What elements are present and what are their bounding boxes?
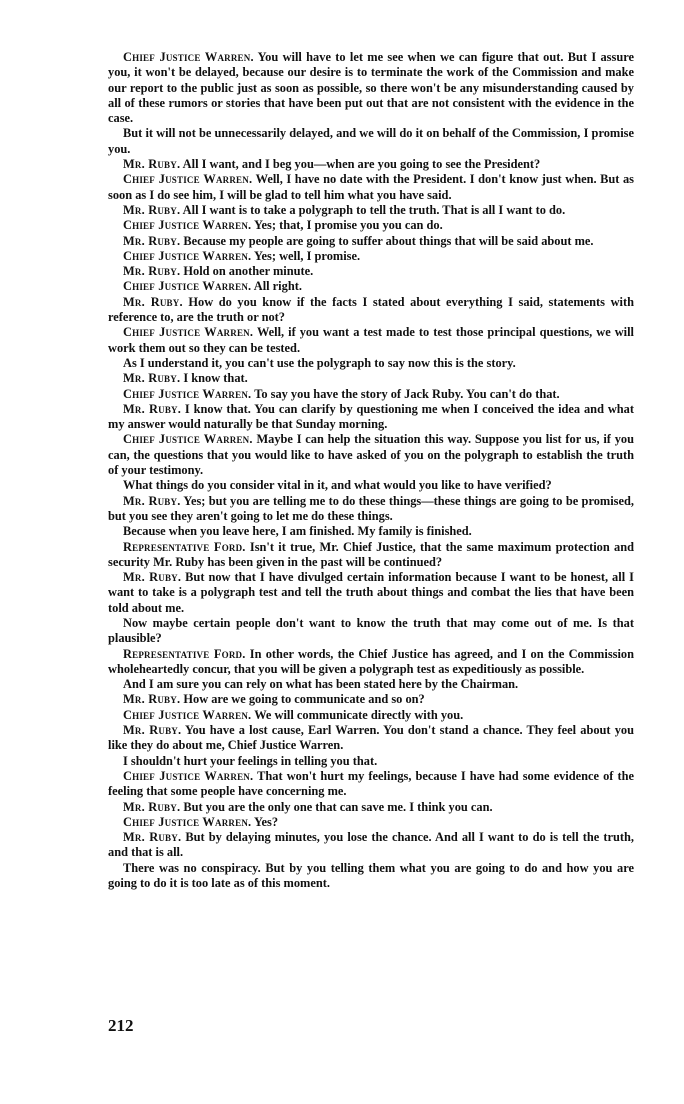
transcript-paragraph <box>108 570 634 616</box>
paragraph-text: Isn't it true, Mr. Chief Justice, that the same maximum protection and security Mr. Ruby has been given in the past will be continued? <box>108 539 634 569</box>
paragraph-text: We will communicate directly with you. <box>254 707 464 722</box>
transcript-paragraph <box>108 677 634 692</box>
transcript-paragraph <box>108 264 634 279</box>
paragraph-text: How do you know if the facts I stated about everything I said, statements with reference to, are the truth or not? <box>108 294 634 325</box>
speaker-name: Mr. Ruby. <box>123 401 182 416</box>
paragraph-text: Maybe I can help the situation this way. Suppose you list for us, if you can, the questions that you would like to have asked of you on the polygraph to establish the truth of your testimony. <box>108 432 634 478</box>
transcript-paragraph <box>108 723 634 754</box>
speaker-name: Mr. Ruby. <box>123 233 181 248</box>
paragraph-text: In other words, the Chief Justice has agreed, and I on the Commission wholeheartedly concur, that you will be given a polygraph test as expeditiously as possible. <box>108 646 634 676</box>
speaker-name: Chief Justice Warren. <box>123 707 252 722</box>
paragraph-text: Yes; that, I promise you you can do. <box>253 218 443 233</box>
speaker-name: Mr. Ruby. <box>123 570 182 585</box>
paragraph-text: That won't hurt my feelings, because I have had some evidence of the feeling that some people have concerning me. <box>108 768 635 799</box>
transcript-paragraph <box>108 432 634 478</box>
speaker-name: Mr. Ruby. <box>123 493 181 508</box>
paragraph-text: Yes? <box>253 814 279 829</box>
speaker-name: Mr. Ruby. <box>123 202 181 217</box>
transcript-paragraph <box>108 830 634 861</box>
paragraph-text: But by delaying minutes, you lose the chance. And all I want to do is tell the truth, and that is all. <box>108 830 634 860</box>
speaker-name: Chief Justice Warren. <box>123 432 253 447</box>
paragraph-text: Well, I have no date with the President. I don't know just when. But as soon as I do see him, I will be glad to tell him what you have said. <box>108 172 635 202</box>
paragraph-text: But now that I have divulged certain information because I want to be honest, all I want to take is a polygraph test and tell the truth about things and combat the lies that have been told about me. <box>108 570 634 615</box>
transcript-paragraph <box>108 861 634 892</box>
speaker-name: Chief Justice Warren. <box>123 218 252 233</box>
transcript-paragraph <box>108 50 634 126</box>
transcript-paragraph <box>108 815 634 830</box>
speaker-name: Chief Justice Warren. <box>123 50 254 64</box>
transcript-paragraph <box>108 325 634 356</box>
transcript-paragraph <box>108 295 634 326</box>
transcript-paragraph <box>108 218 634 233</box>
speaker-name: Mr. Ruby. <box>123 692 181 707</box>
paragraph-text: How are we going to communicate and so on? <box>183 692 425 707</box>
speaker-name: Chief Justice Warren. <box>123 325 254 340</box>
transcript-paragraph <box>108 616 634 647</box>
paragraph-text: To say you have the story of Jack Ruby. You can't do that. <box>254 386 560 401</box>
paragraph-text: But it will not be unnecessarily delayed, and we will do it on behalf of the Commission, I promise you. <box>108 126 634 156</box>
paragraph-text: But you are the only one that can save me. I think you can. <box>183 799 493 814</box>
paragraph-text: What things do you consider vital in it, and what would you like to have verified? <box>123 478 552 493</box>
transcript-paragraph <box>108 478 634 493</box>
transcript-paragraph <box>108 203 634 218</box>
paragraph-text: All I want is to take a polygraph to tell the truth. That is all I want to do. <box>182 202 566 217</box>
speaker-name: Chief Justice Warren. <box>123 386 252 401</box>
paragraph-text: You will have to let me see when we can figure that out. But I assure you, it won't be delayed, because our desire is to terminate the work of the Commission and make our report to the public just as soon as possible, so there won't be any misunderstanding caused by all of these rumors or stories that have been put out that are not consistent with the evidence in the case. <box>108 50 634 126</box>
speaker-name: Representative Ford. <box>123 539 246 554</box>
paragraph-list <box>108 50 634 891</box>
transcript-paragraph <box>108 754 634 769</box>
paragraph-text: All I want, and I beg you—when are you going to see the President? <box>182 157 541 172</box>
speaker-name: Chief Justice Warren. <box>123 814 252 829</box>
paragraph-text: I shouldn't hurt your feelings in telling you that. <box>123 753 378 768</box>
transcript-paragraph <box>108 126 634 157</box>
speaker-name: Mr. Ruby. <box>123 371 181 386</box>
transcript-paragraph <box>108 234 634 249</box>
transcript-paragraph <box>108 402 634 433</box>
paragraph-text: As I understand it, you can't use the polygraph to say now this is the story. <box>123 355 516 370</box>
speaker-name: Representative Ford. <box>123 646 246 661</box>
transcript-paragraph <box>108 769 634 800</box>
transcript-paragraph <box>108 172 634 203</box>
speaker-name: Mr. Ruby. <box>123 799 181 814</box>
transcript-paragraph <box>108 540 634 571</box>
transcript-paragraph <box>108 647 634 678</box>
paragraph-text: All right. <box>253 279 302 294</box>
speaker-name: Mr. Ruby. <box>123 264 181 279</box>
page-number: 212 <box>108 1016 134 1035</box>
speaker-name: Mr. Ruby. <box>123 723 182 738</box>
speaker-name: Chief Justice Warren. <box>123 172 253 187</box>
speaker-name: Chief Justice Warren. <box>123 768 254 783</box>
speaker-name: Chief Justice Warren. <box>123 248 252 263</box>
transcript-paragraph <box>108 279 634 294</box>
transcript-paragraph <box>108 524 634 539</box>
paragraph-text: Hold on another minute. <box>183 264 314 279</box>
paragraph-text: Yes; but you are telling me to do these things—these things are going to be promised, but you see they aren't going to let me do these things. <box>108 493 634 523</box>
transcript-paragraph <box>108 249 634 264</box>
paragraph-text: Because when you leave here, I am finished. My family is finished. <box>123 524 472 539</box>
speaker-name: Mr. Ruby. <box>123 157 181 172</box>
paragraph-text: Yes; well, I promise. <box>253 248 361 263</box>
transcript-paragraph <box>108 494 634 525</box>
speaker-name: Chief Justice Warren. <box>123 279 252 294</box>
transcript-paragraph <box>108 371 634 386</box>
paragraph-text: Because my people are going to suffer about things that will be said about me. <box>183 233 594 248</box>
paragraph-text: I know that. <box>183 371 248 386</box>
transcript-paragraph <box>108 356 634 371</box>
paragraph-text: Well, if you want a test made to test those principal questions, we will work them out so they can be tested. <box>108 325 634 355</box>
transcript-paragraph <box>108 157 634 172</box>
paragraph-text: There was no conspiracy. But by you telling them what you are going to do and how you are going to do it is too late as of this moment. <box>108 860 634 891</box>
paragraph-text: I know that. You can clarify by questioning me when I conceived the idea and what my answer would naturally be that Sunday morning. <box>108 401 634 432</box>
speaker-name: Mr. Ruby. <box>123 830 182 845</box>
transcript-paragraph <box>108 708 634 723</box>
speaker-name: Mr. Ruby. <box>123 294 183 309</box>
transcript-paragraph <box>108 800 634 815</box>
paragraph-text: You have a lost cause, Earl Warren. You don't stand a chance. They feel about you like they do about me, Chief Justice Warren. <box>108 723 634 753</box>
transcript-body <box>108 50 634 891</box>
paragraph-text: And I am sure you can rely on what has been stated here by the Chairman. <box>123 677 519 692</box>
paragraph-text: Now maybe certain people don't want to know the truth that may come out of me. Is that plausible? <box>108 615 634 646</box>
transcript-paragraph <box>108 387 634 402</box>
transcript-paragraph <box>108 692 634 707</box>
